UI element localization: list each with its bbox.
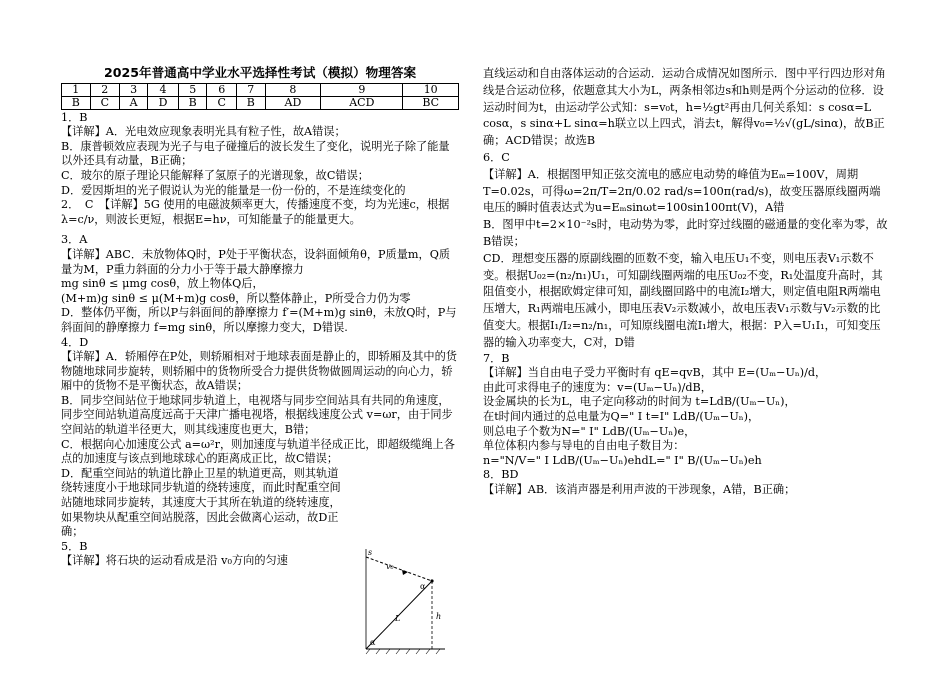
table-cell: B <box>237 96 266 109</box>
q1-explain-a: 【详解】A．光电效应现象表明光具有粒子性，故A错误； <box>61 125 346 139</box>
q3-explain-abc: 【详解】ABC．未放物体Q时，P处于平衡状态，设斜面倾角θ，P质量m，Q质量为M，P重力斜面的分力小于等于最大静摩擦力 <box>61 247 451 276</box>
table-cell: A <box>120 96 148 109</box>
q3-number: 3．A <box>61 233 88 247</box>
table-cell: 10 <box>403 83 459 96</box>
q1-number: 1．B <box>61 110 88 124</box>
q7-line-3: 设金属块的长为L，电子定向移动的时间为 t=LdB/(Uₘ−Uₙ)， <box>483 395 796 409</box>
left-column <box>61 66 459 569</box>
label-alpha-base: α <box>370 638 376 647</box>
q1-explain-b: B．康普顿效应表现为光子与电子碰撞后的波长发生了变化，说明光子除了能量以外还具有动量，B正确； <box>61 139 450 168</box>
table-cell: B <box>62 96 91 109</box>
answer-table <box>61 83 459 110</box>
velocity-direction <box>366 557 432 581</box>
q7-line-2: 由此可求得电子的速度为：v=(Uₘ−Uₙ)/dB， <box>483 380 712 394</box>
q5-explain: 【详解】将石块的运动看成是沿 v₀方向的匀速 <box>61 554 288 568</box>
q6-explain-b: B．图甲中t=2×10⁻²s时，电动势为零，此时穿过线圈的磁通量的变化率为零，故B错误； <box>483 218 888 248</box>
q4-explain-a: 【详解】A．轿厢停在P处，则轿厢相对于地球表面是静止的，即轿厢及其中的货物随地球同步旋转，则轿厢中的货物所受合力提供货物做圆周运动的向心力，轿厢中的货物不是平衡状态，故A错误； <box>61 350 457 393</box>
q5-explain-cont: 直线运动和自由落体运动的合运动．运动合成情况如图所示．图中平行四边形对角线是合运动位移，依题意其大小为L，两条相邻边s和h则是两个分运动的位移．设运动时间为t，由运动学公式知：s=v₀t，h=½gt²再由几何关系知：s cosα=L cosα，s sinα+L sinα=h联立以上四式，消去t，解得v₀=½√(gL/sinα)，故B正确；ACD错误；故选B <box>483 67 886 148</box>
q3-explain-d: D．整体仍平衡，所以P与斜面间的静摩擦力 f′=(M+m)g sinθ，未放Q时，P与斜面间的静摩擦力 f=mg sinθ，所以摩擦力变大，D错误. <box>61 306 457 334</box>
q6-explain-cd: CD．理想变压器的原副线圈的匝数不变，输入电压U₁不变，则电压表V₁示数不变。根据U₀₂=(n₂/n₁)U₁，可知副线圈两端的电压U₀₂不变，R₁处温度升高时，其阻值变小，根据欧姆定律可知，副线圈回路中的电流I₂增大，则定值电阻R两端电压增大，R₁两端电压减小，即电压表V₂示数减小，故电压表V₁示数与V₂示数的比值变大。根据I₁/I₂=n₂/n₁，可知原线圈电流I₁增大，根据：P入=U₁I₁，可知变压器的输入功率变大，C对，D错 <box>483 251 883 349</box>
label-s: s <box>368 548 373 557</box>
q7-line-7: n="N/V=" I LdB/(Uₘ−Uₙ)ehdL=" I" B/(Uₘ−Uₙ)eh <box>483 453 762 467</box>
page-title: 2025年普通高中学业水平选择性考试（模拟）物理答案 <box>103 65 417 80</box>
q4-explain-c: C．根据向心加速度公式 a=ω²r，则加速度与轨道半径成正比，即超级缆绳上各点的加速度与该点到地球球心的距离成正比，故C错误； <box>61 437 455 466</box>
table-cell: 3 <box>120 83 148 96</box>
table-cell: BC <box>403 96 459 109</box>
q4-explain-d: D．配重空间站的轨道比静止卫星的轨道更高，则其轨道绕转速度小于地球同步轨道的绕转速度，而此时配重空间站随地球同步旋转，其速度大于其所在轨道的绕转速度，如果物块从配重空间站脱落，因此会做离心运动，故D正确； <box>61 466 341 539</box>
q4-number: 4．D <box>61 335 89 349</box>
right-column <box>483 66 889 497</box>
q6-number: 6．C <box>483 150 510 164</box>
table-cell: 6 <box>207 83 237 96</box>
q1-explain-c: C．玻尔的原子理论只能解释了氢原子的光谱现象，故C错误； <box>61 168 369 182</box>
q7-number: 7．B <box>483 351 510 365</box>
q3-formula-2: (M+m)g sinθ ≤ μ(M+m)g cosθ，所以整体静止，P所受合力仍为零 <box>61 291 411 305</box>
table-cell: B <box>178 96 207 109</box>
table-cell: 1 <box>62 83 91 96</box>
q6-explain-a: 【详解】A．根据图甲知正弦交流电的感应电动势的峰值为Eₘ=100V，周期T=0.02s，可得ω=2π/T=2π/0.02 rad/s=100π(rad/s)，故变压器原线圈两端电压的瞬时值表达式为u=Eₘsinωt=100sin100πt(V)，A错 <box>483 167 881 215</box>
q7-line-6: 单位体积内参与导电的自由电子数目为： <box>483 439 685 453</box>
table-cell: C <box>207 96 237 109</box>
q8-explain: 【详解】AB．该消声器是利用声波的干涉现象，A错，B正确； <box>483 482 796 496</box>
q3-formula-1: mg sinθ ≤ μmg cosθ，放上物体Q后， <box>61 277 264 291</box>
landing-point <box>430 579 433 582</box>
table-cell: 4 <box>148 83 179 96</box>
table-cell: 7 <box>237 83 266 96</box>
table-cell: C <box>90 96 120 109</box>
label-alpha: α <box>420 582 426 591</box>
projectile-diagram <box>340 545 460 663</box>
q5-number: 5．B <box>61 539 88 553</box>
table-cell: ACD <box>321 96 403 109</box>
answer-table-answers <box>62 96 459 109</box>
answer-table-numbers <box>62 83 459 96</box>
q1-explain-d: D．爱因斯坦的光子假说认为光的能量是一份一份的，不是连续变化的 <box>61 183 406 197</box>
q7-line-5: 则总电子个数为N=" I" LdB/(Uₘ−Uₙ)e， <box>483 424 696 438</box>
q4-explain-b: B．同步空间站位于地球同步轨道上，电视塔与同步空间站具有共同的角速度，同步空间站轨道高度远高于天津广播电视塔，根据线速度公式 v=ωr，由于同步空间站的轨道半径更大，则其线速度也更大，B错； <box>61 393 453 437</box>
q7-line-1: 【详解】当自由电子受力平衡时有 qE=qvB，其中 E=(Uₘ−Uₙ)/d， <box>483 366 827 380</box>
table-cell: 5 <box>178 83 207 96</box>
q8-number: 8．BD <box>483 468 519 482</box>
q2-explain: 2． C 【详解】5G 使用的电磁波频率更大，传播速度不变，均为光速c，根据λ=c/ν，则波长更短，根据E=hν，可知能量子的能量更大。 <box>61 198 450 226</box>
table-cell: 8 <box>265 83 321 96</box>
table-cell: 9 <box>321 83 403 96</box>
q7-line-4: 在t时间内通过的总电量为Q=" I t=I" LdB/(Uₘ−Uₙ)， <box>483 409 760 423</box>
label-h: h <box>436 612 442 621</box>
label-L: L <box>395 614 401 623</box>
table-cell: D <box>148 96 179 109</box>
ground-hatch <box>366 649 440 654</box>
table-cell: AD <box>265 96 321 109</box>
table-cell: 2 <box>90 83 120 96</box>
label-v0: v₀ <box>386 562 394 571</box>
